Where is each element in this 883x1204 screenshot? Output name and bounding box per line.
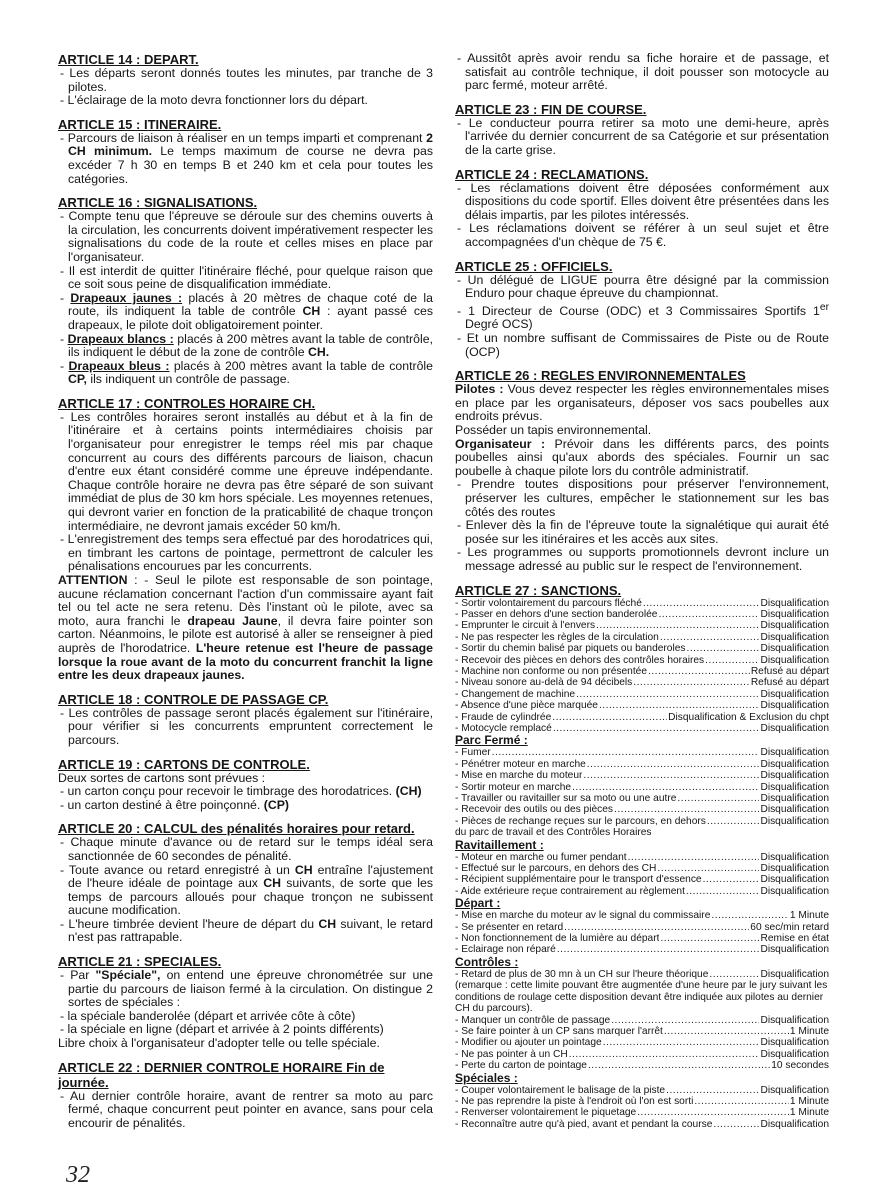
sanction-label: - Fumer <box>455 747 491 759</box>
sanction-label: - Absence d'une pièce marquée <box>455 700 598 712</box>
sanction-penalty: Disqualification <box>760 874 829 886</box>
article-26-para-5: - Enlever dès la fin de l'épreuve toute la signalétique qui aurait été posée sur les itinéraires et les accès aux sites. <box>457 518 829 546</box>
leader-dots <box>660 632 760 643</box>
article-17-title: ARTICLE 17 : CONTROLES HORAIRE CH. <box>58 395 316 411</box>
sanction-penalty: Disqualification <box>760 1014 829 1026</box>
depart-heading: Départ : <box>455 896 501 911</box>
article-17-para-1: - Les contrôles horaires seront installés au début et à la fin de l'itinéraire et à certains points intermédiaires choisis par l'organisateur pour enregistrer le temps réel mis par chaque concurrent au cours des différents parcours de liaison, chacun d'entre eux étant considéré comme une épreuve indépendante. Chaque contrôle horaire ne devra pas être séparé de son suivant immédiat de plus de 30 km hors spéciale. Les moyennes retenues, qui devront varier en fonction de la praticabilité de chaque tronçon intermédiaire, ne devront jamais excéder 50 km/h. <box>60 409 433 533</box>
sanction-row <box>455 666 829 677</box>
article-18-title: ARTICLE 18 : CONTROLE DE PASSAGE CP. <box>58 691 329 707</box>
sanction-penalty: Disqualification <box>760 1037 829 1049</box>
article-17-attention: ATTENTION : - Seul le pilote est responsable de son pointage, aucune réclamation concernant l'action d'un commissaire ayant fait tel ou tel acte ne sera retenu. Dès l'instant où le pilote, avec sa moto, aura franchi le drapeau Jaune, il devra faire pointer son carton. Néanmoins, le pilote est autorisé à aller se renseigner à pied auprès de l'horodatrice. L'heure retenue est l'heure de passage lorsque la roue avant de la moto du concurrent franchit la ligne entre les deux drapeaux jaunes. <box>58 573 434 683</box>
sanction-penalty: Disqualification <box>760 804 829 816</box>
article-26-para-6: - Les programmes ou supports promotionnels devront inclure un message adressé au public sur le respect de l'environnement. <box>457 545 829 573</box>
sanction-penalty: Disqualification <box>760 851 829 863</box>
leader-dots <box>611 1015 759 1026</box>
article-22-para-2: - Aussitôt après avoir rendu sa fiche horaire et de passage, et satisfait au contrôle technique, il doit pousser son motocycle au parc fermé, moteur arrêté. <box>457 51 829 93</box>
article-22-para-1: - Au dernier contrôle horaire, avant de rentrer sa moto au parc fermé, chaque concurrent peut pointer en avance, sans pour cela encourir de pénalités. <box>60 1088 433 1130</box>
sanction-row <box>455 609 829 620</box>
leader-dots <box>703 874 760 885</box>
sanction-penalty: Disqualification <box>760 758 829 770</box>
sanctions-table <box>455 598 829 1131</box>
leader-dots <box>603 1037 760 1048</box>
sanction-row <box>455 643 829 654</box>
leader-dots <box>492 747 760 758</box>
sanction-penalty: Refusé au départ <box>750 665 829 677</box>
left-column <box>58 52 433 1139</box>
leader-dots <box>694 1096 789 1107</box>
sanction-label: - Travailler ou ravitailler sur sa moto ou une autre <box>455 793 677 804</box>
leader-dots <box>657 863 759 874</box>
parc-ferme-continuation: du parc de travail et des Contrôles Horaires <box>455 827 652 839</box>
sanction-row <box>455 700 829 711</box>
article-17-para-2: - L'enregistrement des temps sera effectué par des horodatrices qui, en timbrant les cartons de pointage, permettront de calculer les pénalisations encourues par les concurrents. <box>60 532 433 574</box>
controles-remark: (remarque : cette limite pouvant être augmentée d'une heure par le jury suivant les conditions de roulage cette disposition devant être indiquée aux pilotes au dernier CH du parcours). <box>455 980 828 1015</box>
article-18-para-1: - Les contrôles de passage seront placés également sur l'itinéraire, pour vérifier si les concurrents empruntent correctement le parcours. <box>60 705 433 747</box>
leader-dots <box>686 643 759 654</box>
sanction-label: - Manquer un contrôle de passage <box>455 1014 611 1026</box>
sanction-row <box>455 747 829 758</box>
article-20-para-1: - Chaque minute d'avance ou de retard sur le temps idéal sera sanctionnée de 60 secondes de pénalité. <box>60 835 433 863</box>
sanction-row <box>455 1060 829 1071</box>
article-20-title: ARTICLE 20 : CALCUL des pénalités horaires pour retard. <box>58 821 415 837</box>
page-number: 32 <box>66 1162 90 1188</box>
article-21-para-3: - la spéciale en ligne (départ et arrivée à 2 points différents) <box>60 1022 384 1037</box>
sanction-label: - Mise en marche du moteur av le signal du commissaire <box>455 910 711 922</box>
article-20-para-3: - L'heure timbrée devient l'heure de départ du CH suivant, le retard n'est pas rattrapable. <box>60 916 433 945</box>
leader-dots <box>707 816 760 827</box>
sanction-row <box>455 632 829 643</box>
article-16-white-flags: - Drapeaux blancs : placés à 200 mètres avant la table de contrôle, ils indiquent le début de la zone de contrôle CH. <box>60 331 433 360</box>
sanction-row <box>455 782 829 793</box>
article-15-title: ARTICLE 15 : ITINERAIRE. <box>58 116 222 132</box>
sanction-row <box>455 1107 829 1118</box>
sanction-penalty: Refusé au départ <box>750 677 829 689</box>
leader-dots <box>596 620 759 631</box>
right-column <box>455 52 829 1139</box>
leader-dots <box>569 1049 760 1060</box>
leader-dots <box>628 852 760 863</box>
sanction-label: - Se présenter en retard <box>455 921 564 933</box>
article-21-title: ARTICLE 21 : SPECIALES. <box>58 954 222 970</box>
article-21 <box>58 954 433 1051</box>
sanction-row <box>455 874 829 885</box>
article-18 <box>58 692 433 748</box>
article-19-intro: Deux sortes de cartons sont prévues : <box>58 770 266 785</box>
article-14-title: ARTICLE 14 : DEPART. <box>58 52 199 67</box>
article-24-para-1: - Les réclamations doivent être déposées conformément aux dispositions du code sportif. Elles doivent être présentées dans les délais impartis, par les pilotes intéressés. <box>457 180 829 222</box>
sanction-label: - Passer en dehors d'une section banderolée <box>455 608 658 620</box>
article-22-title: ARTICLE 22 : DERNIER CONTROLE HORAIRE Fin de journée. <box>58 1059 385 1090</box>
sanction-row <box>455 677 829 688</box>
sanction-penalty: Disqualification <box>760 781 829 793</box>
sanction-row <box>455 922 829 933</box>
article-22 <box>58 1060 433 1131</box>
sanction-label: - Ne pas pointer à un CH <box>455 1048 568 1060</box>
sanction-penalty: Disqualification <box>760 793 829 804</box>
article-19 <box>58 757 433 813</box>
article-24-title: ARTICLE 24 : RECLAMATIONS. <box>455 166 649 182</box>
sanction-label: - Non fonctionnement de la lumière au départ <box>455 933 660 945</box>
article-26-para-4: - Prendre toutes dispositions pour préserver l'environnement, préserver les cultures, empêcher le stationnement sur les bas côtés des routes <box>457 477 829 519</box>
leader-dots <box>637 1107 789 1118</box>
ravitaillement-heading: Ravitaillement : <box>455 837 544 852</box>
sanction-penalty: 1 Minute <box>789 910 829 922</box>
sanction-penalty: Disqualification <box>760 688 829 700</box>
article-16-blue-flags: - Drapeaux bleus : placés à 200 mètres avant la table de contrôle CP, ils indiquent un contrôle de passage. <box>60 358 433 387</box>
sanction-penalty: 10 secondes <box>771 1060 829 1072</box>
sanction-row <box>455 1037 829 1048</box>
article-25-title: ARTICLE 25 : OFFICIELS. <box>455 258 613 274</box>
sanction-label: - Perte du carton de pointage <box>455 1060 587 1072</box>
sanction-label: - Ne pas reprendre la piste à l'endroit où l'on est sorti <box>455 1095 694 1107</box>
leader-dots <box>576 689 759 700</box>
leader-dots <box>587 759 760 770</box>
article-26-mat: Posséder un tapis environnemental. <box>455 422 652 437</box>
sanction-penalty: Disqualification & Exclusion du chpt <box>668 711 829 723</box>
leader-dots <box>633 677 750 688</box>
leader-dots <box>660 933 759 944</box>
article-15-para-1: - Parcours de liaison à réaliser en un temps imparti et comprenant 2 CH minimum. Le temps maximum de course ne devra pas excéder 7 h 30 en temps B et 240 km et cela pour toutes les catégories. <box>60 130 433 186</box>
sanctions-general <box>455 598 829 735</box>
sanction-label: - Se faire pointer à un CP sans marquer l'arrêt <box>455 1025 663 1037</box>
article-21-para-4: Libre choix à l'organisateur d'adopter telle ou telle spéciale. <box>58 1036 380 1051</box>
sanction-penalty: Disqualification <box>760 643 829 655</box>
sanction-label: - Changement de machine <box>455 688 576 700</box>
sanction-label: - Motocycle remplacé <box>455 722 552 734</box>
sanction-label: - Effectué sur le parcours, en dehors des CH <box>455 863 657 875</box>
article-23-title: ARTICLE 23 : FIN DE COURSE. <box>455 101 647 117</box>
sanction-penalty: Disqualification <box>760 968 829 980</box>
leader-dots <box>557 944 760 955</box>
article-27-title: ARTICLE 27 : SANCTIONS. <box>455 582 622 598</box>
article-25 <box>455 259 829 360</box>
controles-heading: Contrôles : <box>455 954 519 969</box>
article-26-title: ARTICLE 26 : REGLES ENVIRONNEMENTALES <box>455 368 746 384</box>
speciales-heading: Spéciales : <box>455 1070 518 1085</box>
sanction-penalty: Remise en état <box>760 933 829 945</box>
sanction-label: - Machine non conforme ou non présentée <box>455 665 647 677</box>
sanction-row <box>455 933 829 944</box>
article-16-title: ARTICLE 16 : SIGNALISATIONS. <box>58 195 258 211</box>
article-19-card-cp: - un carton destiné à être poinçonné. (CP) <box>60 797 289 812</box>
sanction-row <box>455 969 829 980</box>
leader-dots <box>583 770 759 781</box>
sanction-row <box>455 655 829 666</box>
sanction-row <box>455 712 829 723</box>
sanctions-controles <box>455 1015 829 1072</box>
sanction-row <box>455 1119 829 1130</box>
leader-dots <box>614 804 759 815</box>
sanction-penalty: Disqualification <box>760 770 829 782</box>
sanction-label: - Pénétrer moteur en marche <box>455 758 586 770</box>
sanction-penalty: Disqualification <box>760 1084 829 1096</box>
sanction-label: - Ne pas respecter les règles de la circulation <box>455 631 659 643</box>
sanction-penalty: Disqualification <box>760 815 829 827</box>
sanction-row <box>455 1015 829 1026</box>
sanction-penalty: 60 sec/min retard <box>750 921 829 933</box>
article-25-para-2: - 1 Directeur de Course (ODC) et 3 Commissaires Sportifs 1er Degré OCS) <box>457 301 829 332</box>
leader-dots <box>664 1026 789 1037</box>
article-26-pilots: Pilotes : Vous devez respecter les règles environnementales mises en place par les organisateurs, déposer vos sacs poubelles aux endroits prévus. <box>455 382 829 424</box>
leader-dots <box>564 922 749 933</box>
article-23-para-1: - Le conducteur pourra retirer sa moto une demi-heure, après l'arrivée du dernier concurrent de sa Catégorie et sur présentation de la carte grise. <box>457 115 829 157</box>
sanctions-parc-ferme <box>455 747 829 827</box>
leader-dots <box>658 609 759 620</box>
sanction-label: - Niveau sonore au-delà de 94 décibels <box>455 677 633 689</box>
leader-dots <box>648 666 750 677</box>
article-26 <box>455 368 829 573</box>
sanction-row <box>455 910 829 921</box>
article-21-para-2: - la spéciale banderolée (départ et arrivée côte à côte) <box>60 1008 356 1023</box>
article-23 <box>455 102 829 158</box>
sanctions-speciales <box>455 1085 829 1131</box>
article-16-yellow-flags: - Drapeaux jaunes : placés à 20 mètres de chaque coté de la route, ils indiquent la table de contrôle CH : ayant passé ces drapeaux, le pilote doit obligatoirement pointer. <box>60 290 433 332</box>
sanction-row <box>455 1096 829 1107</box>
article-19-card-ch: - un carton conçu pour recevoir le timbrage des horodatrices. (CH) <box>60 784 422 799</box>
sanction-penalty: Disqualification <box>760 608 829 620</box>
article-16-para-2: - Il est interdit de quitter l'itinéraire fléché, pour quelque raison que ce soit sous peine de disqualification immédiate. <box>60 263 433 292</box>
article-16 <box>58 195 433 387</box>
sanction-label: - Recevoir des pièces en dehors des contrôles horaires <box>455 654 705 666</box>
sanction-label: - Récipient supplémentaire pour le transport d'essence <box>455 874 702 886</box>
article-21-para-1: - Par "Spéciale", on entend une épreuve chronométrée sur une partie du parcours de liaison fermé à la circulation. On distingue 2 sortes de spéciales : <box>60 968 433 1010</box>
sanction-penalty: Disqualification <box>760 700 829 712</box>
sanction-penalty: 1 Minute <box>789 1107 829 1119</box>
article-17 <box>58 396 433 683</box>
sanction-row <box>455 759 829 770</box>
sanction-label: - Moteur en marche ou fumer pendant <box>455 851 627 863</box>
article-24-para-2: - Les réclamations doivent se référer à un seul sujet et être accompagnées d'un chèque de 75 €. <box>457 221 829 249</box>
sanction-row <box>455 1085 829 1096</box>
sanction-penalty: Disqualification <box>760 863 829 875</box>
sanction-label: - Eclairage non réparé <box>455 944 556 956</box>
article-16-para-1: - Compte tenu que l'épreuve se déroule sur des chemins ouverts à la circulation, les concurrents doivent impérativement respecter les signalisations du code de la route et celles mises en place par l'organisateur. <box>60 209 433 264</box>
sanction-label: - Sortir du chemin balisé par piquets ou banderoles <box>455 643 686 655</box>
sanction-penalty: Disqualification <box>760 747 829 759</box>
leader-dots <box>711 910 789 921</box>
article-25-para-3: - Et un nombre suffisant de Commissaires de Piste ou de Route (OCP) <box>457 331 829 359</box>
sanction-label: - Mise en marche du moteur <box>455 770 583 782</box>
article-19-title: ARTICLE 19 : CARTONS DE CONTROLE. <box>58 756 310 772</box>
article-26-organiser: Organisateur : Prévoir dans les différents parcs, des points poubelles ainsi qu'aux abords des spéciales. Fournir un sac poubelle à chaque pilote lors du contrôle administratif. <box>455 436 829 478</box>
sanctions-ravitaillement <box>455 852 829 898</box>
article-20-para-2: - Toute avance ou retard enregistré à un CH entraîne l'ajustement de l'heure idéale de pointage aux CH suivants, de sorte que les temps de parcours alloués pour chaque tronçon ne subissent aucune modification. <box>60 862 433 918</box>
sanction-penalty: Disqualification <box>760 631 829 643</box>
sanction-label: - Pièces de rechange reçues sur le parcours, en dehors <box>455 815 706 827</box>
sanction-label: - Emprunter le circuit à l'envers <box>455 620 596 632</box>
leader-dots <box>677 793 759 804</box>
article-14-para-2: - L'éclairage de la moto devra fonctionner lors du départ. <box>60 93 368 108</box>
article-20 <box>58 821 433 945</box>
sanction-row <box>455 804 829 815</box>
sanction-label: - Retard de plus de 30 mn à un CH sur l'heure théorique <box>455 968 709 980</box>
leader-dots <box>713 1119 759 1130</box>
sanction-penalty: Disqualification <box>760 597 829 609</box>
leader-dots <box>553 723 760 734</box>
sanction-row <box>455 886 829 897</box>
sanction-penalty: Disqualification <box>760 722 829 734</box>
sanction-row <box>455 689 829 700</box>
parc-ferme-heading: Parc Fermé : <box>455 733 528 748</box>
article-27 <box>455 583 829 1131</box>
sanction-row <box>455 816 829 827</box>
sanction-penalty: 1 Minute <box>789 1095 829 1107</box>
sanction-row <box>455 1026 829 1037</box>
sanction-label: - Sortir moteur en marche <box>455 781 572 793</box>
sanction-row <box>455 863 829 874</box>
leader-dots <box>588 1060 770 1071</box>
sanction-row <box>455 598 829 609</box>
article-14-para-1: - Les départs seront donnés toutes les minutes, par tranche de 3 pilotes. <box>60 66 433 94</box>
sanction-row <box>455 770 829 781</box>
sanction-label: - Reconnaître autre qu'à pied, avant et pendant la course <box>455 1118 713 1130</box>
leader-dots <box>709 969 759 980</box>
sanction-penalty: Disqualification <box>760 620 829 632</box>
sanction-penalty: Disqualification <box>760 1118 829 1130</box>
article-14 <box>58 52 433 108</box>
sanction-label: - Renverser volontairement le piquetage <box>455 1107 637 1119</box>
sanction-row <box>455 1049 829 1060</box>
sanctions-depart <box>455 910 829 956</box>
sanction-label: - Couper volontairement le balisage de la piste <box>455 1084 666 1096</box>
leader-dots <box>666 1085 759 1096</box>
leader-dots <box>552 712 667 723</box>
sanction-penalty: 1 Minute <box>789 1025 829 1037</box>
leader-dots <box>643 598 760 609</box>
sanction-penalty: Disqualification <box>760 885 829 897</box>
sanction-row <box>455 793 829 804</box>
leader-dots <box>686 886 760 897</box>
sanction-label: - Aide extérieure reçue contrairement au règlement <box>455 885 685 897</box>
article-22-continued <box>455 52 829 93</box>
article-24 <box>455 167 829 250</box>
leader-dots <box>572 782 759 793</box>
article-25-para-1: - Un délégué de LIGUE pourra être désigné par la commission Enduro pour chaque épreuve du championnat. <box>457 272 829 301</box>
leader-dots <box>599 700 760 711</box>
sanction-label: - Sortir volontairement du parcours fléché <box>455 597 642 609</box>
sanction-label: - Fraude de cylindrée <box>455 711 552 723</box>
sanction-row <box>455 620 829 631</box>
sanction-penalty: Disqualification <box>760 654 829 666</box>
leader-dots <box>705 655 759 666</box>
article-15 <box>58 117 433 186</box>
sanction-row <box>455 852 829 863</box>
sanction-penalty: Disqualification <box>760 944 829 956</box>
sanction-label: - Recevoir des outils ou des pièces <box>455 804 613 816</box>
sanction-label: - Modifier ou ajouter un pointage <box>455 1037 602 1049</box>
sanction-penalty: Disqualification <box>760 1048 829 1060</box>
